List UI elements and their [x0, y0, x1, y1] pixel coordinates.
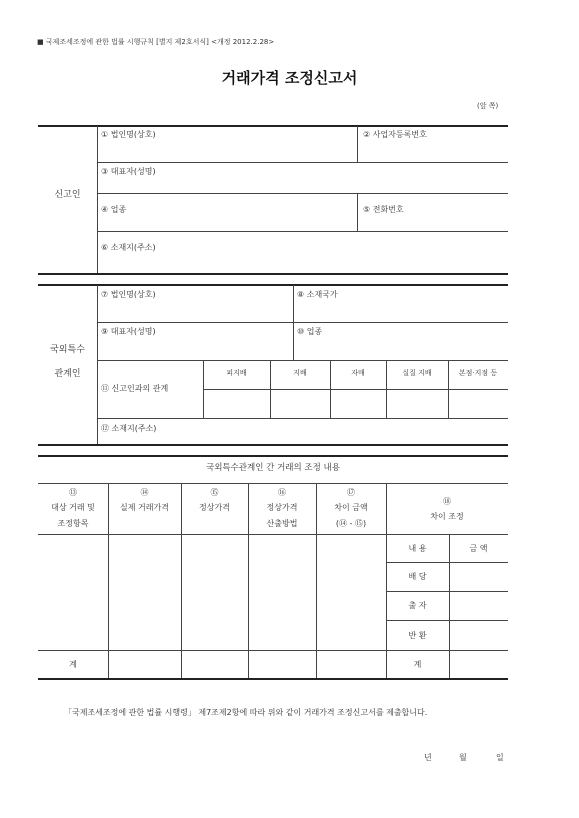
- adjustment-row-investment: 출 자: [408, 601, 427, 610]
- adjustment-section-title: 국외특수관계인 간 거래의 조정 내용: [206, 463, 340, 473]
- col17-number: ⑰: [347, 488, 355, 497]
- submission-statement: 「국제조세조정에 관한 법률 시행령」 제7조제2항에 따라 위와 같이 거래가격 조정신고서를 제출합니다.: [64, 708, 428, 717]
- col13-number: ⑬: [69, 488, 77, 497]
- relation-option-controlled: 피지배: [226, 369, 247, 377]
- col15-number: ⑮: [210, 488, 219, 497]
- relation-option-head-branch: 본점·지점 등: [458, 369, 498, 377]
- col18-label: 차이 조정: [430, 512, 464, 521]
- col16-number: ⑯: [278, 488, 286, 497]
- col13-line2: 조정항목: [57, 519, 89, 528]
- declarant-phone-label: ⑤ 전화번호: [363, 205, 404, 214]
- foreign-address-label: ⑫ 소재지(주소): [101, 424, 157, 433]
- relation-option-controlling: 지배: [293, 369, 307, 377]
- form-regulation-note: ■ 국제조세조정에 관한 법률 시행규칙 [별지 제2호서식] <개정 2012.2.28>: [37, 38, 275, 46]
- adjustment-amount-header: 금 액: [469, 544, 488, 553]
- adjustment-row-dividend: 배 당: [408, 572, 427, 581]
- col17-line1: 차이 금액: [334, 503, 368, 512]
- total-left-label: 계: [69, 660, 77, 669]
- total-right-label: 계: [413, 660, 422, 669]
- adjustment-row-return: 반 환: [408, 631, 427, 640]
- declarant-representative-label: ③ 대표자(성명): [101, 167, 156, 176]
- date-month-label: 월: [459, 753, 467, 762]
- foreign-representative-label: ⑨ 대표자(성명): [101, 327, 156, 336]
- col14-label: 실제 거래가격: [120, 503, 169, 512]
- col16-line2: 산출방법: [266, 519, 298, 528]
- col15-label: 정상가격: [199, 503, 230, 512]
- form-title: 거래가격 조정신고서: [221, 69, 358, 87]
- col16-line1: 정상가격: [266, 503, 298, 512]
- adjustment-content-header: 내 용: [408, 544, 427, 553]
- foreign-corp-name-label: ⑦ 법인명(상호): [101, 290, 156, 299]
- relation-option-substantial-control: 실질 지배: [402, 369, 432, 377]
- foreign-party-section-label-line2: 관계인: [54, 369, 81, 379]
- col13-line1: 대상 거래 및: [51, 503, 95, 512]
- col18-number: ⑱: [443, 497, 451, 506]
- declarant-biz-no-label: ② 사업자등록번호: [363, 130, 427, 139]
- declarant-section-label: 신고인: [54, 190, 81, 200]
- col14-number: ⑭: [140, 488, 149, 497]
- declarant-address-label: ⑥ 소재지(주소): [101, 243, 156, 252]
- declarant-corp-name-label: ① 법인명(상호): [101, 130, 156, 139]
- foreign-party-section-label-line1: 국외특수: [50, 345, 85, 355]
- relation-label: ⑪ 신고인과의 관계: [101, 384, 169, 393]
- date-day-label: 일: [496, 753, 504, 762]
- date-year-label: 년: [424, 753, 432, 762]
- page-side-label: (앞 쪽): [477, 102, 499, 110]
- declarant-business-type-label: ④ 업종: [101, 205, 127, 214]
- relation-option-sister: 자매: [351, 369, 365, 377]
- foreign-business-type-label: ⑩ 업종: [297, 327, 323, 336]
- col17-line2: (⑭ - ⑮): [335, 519, 367, 528]
- foreign-country-label: ⑧ 소재국가: [297, 290, 338, 299]
